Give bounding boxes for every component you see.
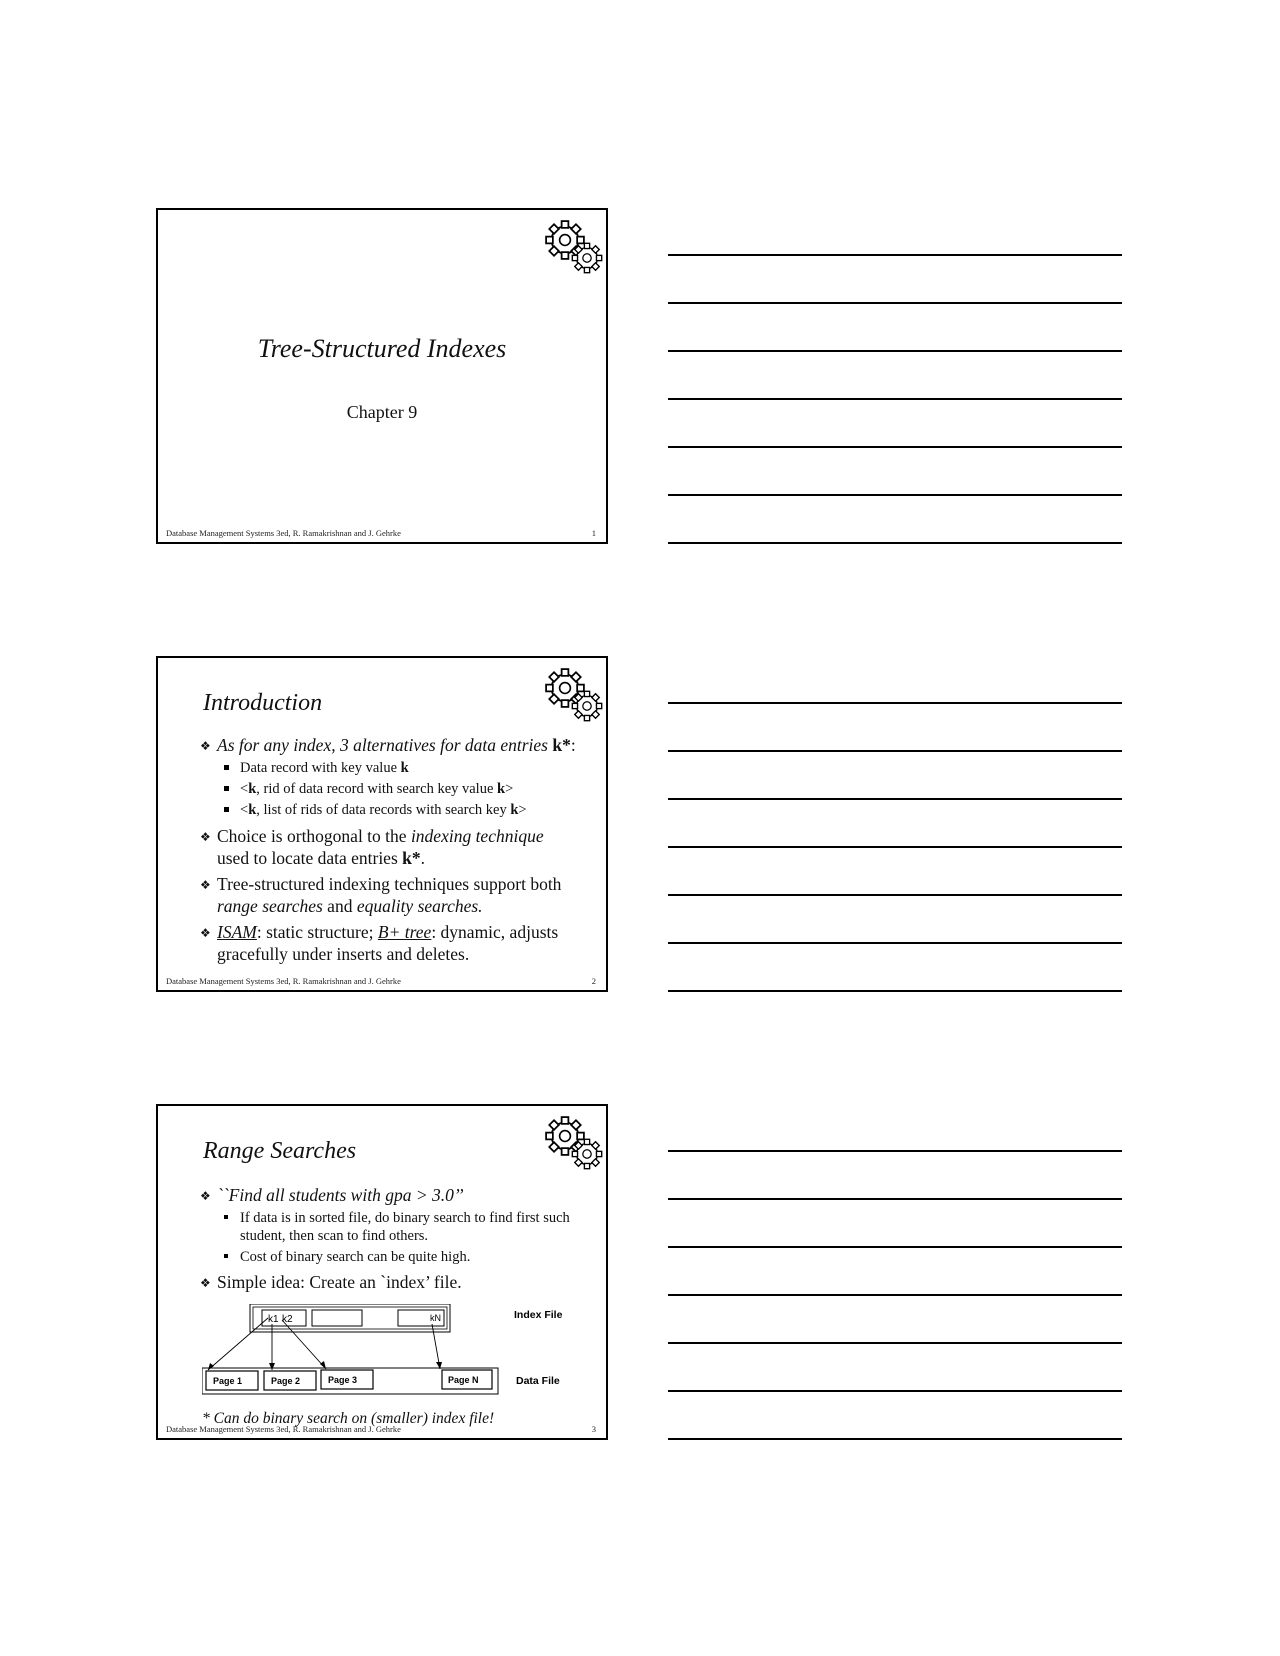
bullet: ❖ ``Find all students with gpa > 3.0’’ xyxy=(200,1185,464,1205)
note-line xyxy=(668,494,1122,496)
note-line xyxy=(668,542,1122,544)
sub-bullet: <k, rid of data record with search key value k> xyxy=(200,780,578,798)
diamond-bullet-icon: ❖ xyxy=(200,830,211,844)
note-line xyxy=(668,1294,1122,1296)
note-line xyxy=(668,1150,1122,1152)
data-file-label: Data File xyxy=(516,1375,560,1387)
note-line xyxy=(668,1198,1122,1200)
diamond-bullet-icon: ❖ xyxy=(200,739,211,753)
gears-icon xyxy=(535,1114,609,1174)
note-line xyxy=(668,1246,1122,1248)
bullet: ❖ Tree-structured indexing techniques support both range searches and equality searches. xyxy=(200,874,562,916)
slide-1-title: Tree-Structured Indexes xyxy=(257,334,507,363)
index-key-k2: k2 xyxy=(282,1314,293,1325)
square-bullet-icon xyxy=(224,1215,228,1219)
bullet: ❖ As for any index, 3 alternatives for data entries k*: xyxy=(200,735,576,755)
note-line xyxy=(668,846,1122,848)
note-line xyxy=(668,302,1122,304)
note-line xyxy=(668,1438,1122,1440)
footer-credit: Database Management Systems 3ed, R. Ramakrishnan and J. Gehrke xyxy=(166,1424,401,1434)
note-line xyxy=(668,750,1122,752)
bullet: ❖ Simple idea: Create an `index’ file. xyxy=(200,1272,462,1292)
sub-bullet: Data record with key value k xyxy=(200,759,578,777)
note-line xyxy=(668,894,1122,896)
slide-number: 3 xyxy=(591,1424,596,1434)
bullet: ❖ Choice is orthogonal to the indexing technique used to locate data entries k*. xyxy=(200,826,544,868)
diamond-bullet-icon: ❖ xyxy=(200,1276,211,1290)
slide-number: 1 xyxy=(591,528,596,538)
sub-bullet: Cost of binary search can be quite high. xyxy=(200,1248,578,1266)
diamond-bullet-icon: ❖ xyxy=(200,878,211,892)
diamond-bullet-icon: ❖ xyxy=(200,926,211,940)
footer-credit: Database Management Systems 3ed, R. Ramakrishnan and J. Gehrke xyxy=(166,976,401,986)
data-page-label: Page N xyxy=(448,1375,479,1385)
index-entry-box xyxy=(312,1310,362,1326)
slide-3-title: Range Searches xyxy=(203,1138,357,1164)
note-line xyxy=(668,942,1122,944)
note-line xyxy=(668,446,1122,448)
slide-3-body xyxy=(200,1184,578,1295)
data-page-label: Page 3 xyxy=(328,1375,358,1385)
square-bullet-icon xyxy=(224,1254,228,1258)
square-bullet-icon xyxy=(224,765,229,770)
note-line xyxy=(668,350,1122,352)
sub-bullet: <k, list of rids of data records with search key k> xyxy=(200,801,578,819)
slide-2-footer xyxy=(166,976,596,986)
note-line xyxy=(668,990,1122,992)
footer-credit: Database Management Systems 3ed, R. Ramakrishnan and J. Gehrke xyxy=(166,528,401,538)
slide-number: 2 xyxy=(591,976,596,986)
index-key-kn: kN xyxy=(430,1313,441,1323)
index-file-label: Index File xyxy=(514,1309,563,1321)
slide-2-body xyxy=(200,734,578,967)
slide-1-subtitle: Chapter 9 xyxy=(346,402,418,422)
slide-2 xyxy=(156,656,608,992)
square-bullet-icon xyxy=(224,807,229,812)
slide-2-title: Introduction xyxy=(203,690,323,716)
note-line xyxy=(668,254,1122,256)
note-line xyxy=(668,1390,1122,1392)
slide-3 xyxy=(156,1104,608,1440)
slide-3-footer xyxy=(166,1424,596,1434)
square-bullet-icon xyxy=(224,786,229,791)
slide-3-note: * Can do binary search on (smaller) index file! xyxy=(202,1410,495,1427)
diamond-bullet-icon: ❖ xyxy=(200,1189,211,1203)
index-key-k1: k1 xyxy=(268,1314,279,1325)
pointer-arrow xyxy=(208,1318,268,1370)
gears-icon xyxy=(535,666,609,726)
data-page-label: Page 1 xyxy=(213,1376,243,1386)
data-page-label: Page 2 xyxy=(271,1376,301,1386)
slide-1-footer xyxy=(166,528,596,538)
index-file-diagram xyxy=(202,1304,582,1404)
gears-icon xyxy=(535,218,609,278)
note-line xyxy=(668,398,1122,400)
sub-bullet: If data is in sorted file, do binary search to find first such student, then scan to find others. xyxy=(200,1209,578,1245)
note-line xyxy=(668,798,1122,800)
note-line xyxy=(668,702,1122,704)
note-line xyxy=(668,1342,1122,1344)
bullet: ❖ ISAM: static structure; B+ tree: dynamic, adjusts gracefully under inserts and deletes. xyxy=(200,922,559,964)
slide-1 xyxy=(156,208,608,544)
